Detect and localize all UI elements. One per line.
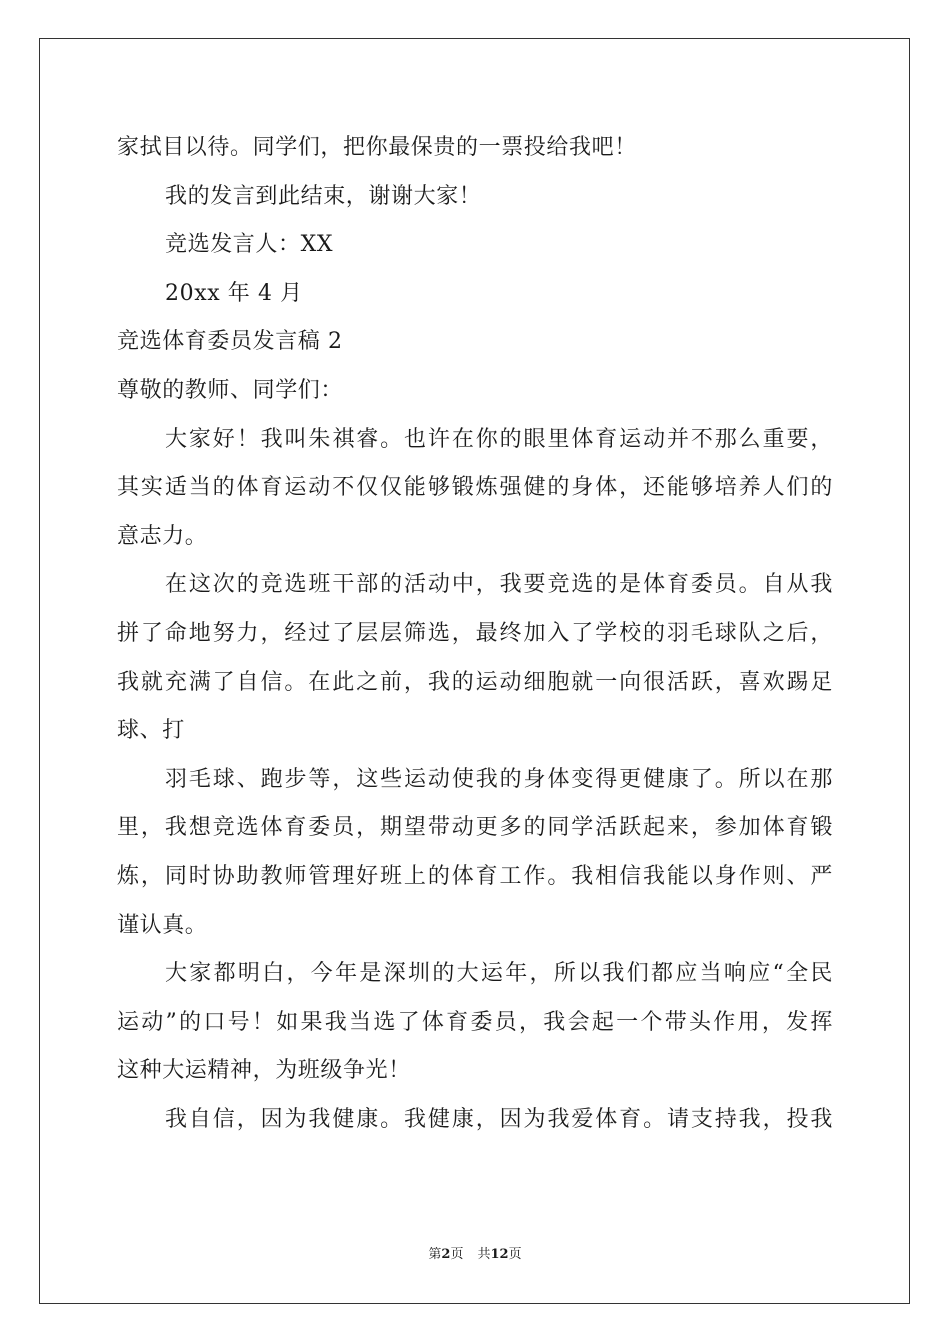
text-line: 大家好！我叫朱祺睿。也许在你的眼里体育运动并不那么重要， [165,426,833,452]
text-line: 这种大运精神，为班级争光！ [117,1058,411,1084]
text-line: 我自信，因为我健康。我健康，因为我爱体育。请支持我，投我 [165,1106,833,1132]
text-line: 炼，同时协助教师管理好班上的体育工作。我相信我能以身作则、严 [117,863,833,889]
page-number-prefix: 第 [428,1247,442,1262]
document-body [117,124,833,1144]
text-line: 羽毛球、跑步等，这些运动使我的身体变得更健康了。所以在那 [165,766,833,792]
text-line: 竞选发言人：XX [165,232,334,258]
text-line: 大家都明白，今年是深圳的大运年，所以我们都应当响应“全民 [165,961,833,987]
page-number-current: 2 [441,1247,451,1262]
page-total-prefix: 共 [477,1247,491,1262]
text-line: 竞选体育委员发言稿 2 [117,329,343,355]
text-line: 里，我想竞选体育委员，期望带动更多的同学活跃起来，参加体育锻 [117,815,833,841]
text-line: 拼了命地努力，经过了层层筛选，最终加入了学校的羽毛球队之后， [117,620,833,646]
text-line: 运动”的口号！如果我当选了体育委员，我会起一个带头作用，发挥 [117,1009,833,1035]
page-number-suffix: 页 [450,1247,464,1262]
text-line: 在这次的竞选班干部的活动中，我要竞选的是体育委员。自从我 [165,572,833,598]
text-line: 家拭目以待。同学们，把你最保贵的一票投给我吧！ [117,135,637,160]
text-line: 谨认真。 [117,912,208,938]
text-line: 其实适当的体育运动不仅仅能够锻炼强健的身体，还能够培养人们的 [117,475,833,501]
text-line: 尊敬的教师、同学们： [117,377,344,403]
text-line: 我就充满了自信。在此之前，我的运动细胞就一向很活跃，喜欢踢足 [117,669,833,695]
text-line: 20xx 年 4 月 [165,280,303,306]
text-line: 球、打 [117,718,185,744]
page-footer [0,1245,950,1265]
page-total-count: 12 [490,1247,509,1262]
text-line: 我的发言到此结束，谢谢大家！ [165,183,482,209]
page-total-suffix: 页 [508,1247,522,1262]
text-line: 意志力。 [117,523,208,549]
